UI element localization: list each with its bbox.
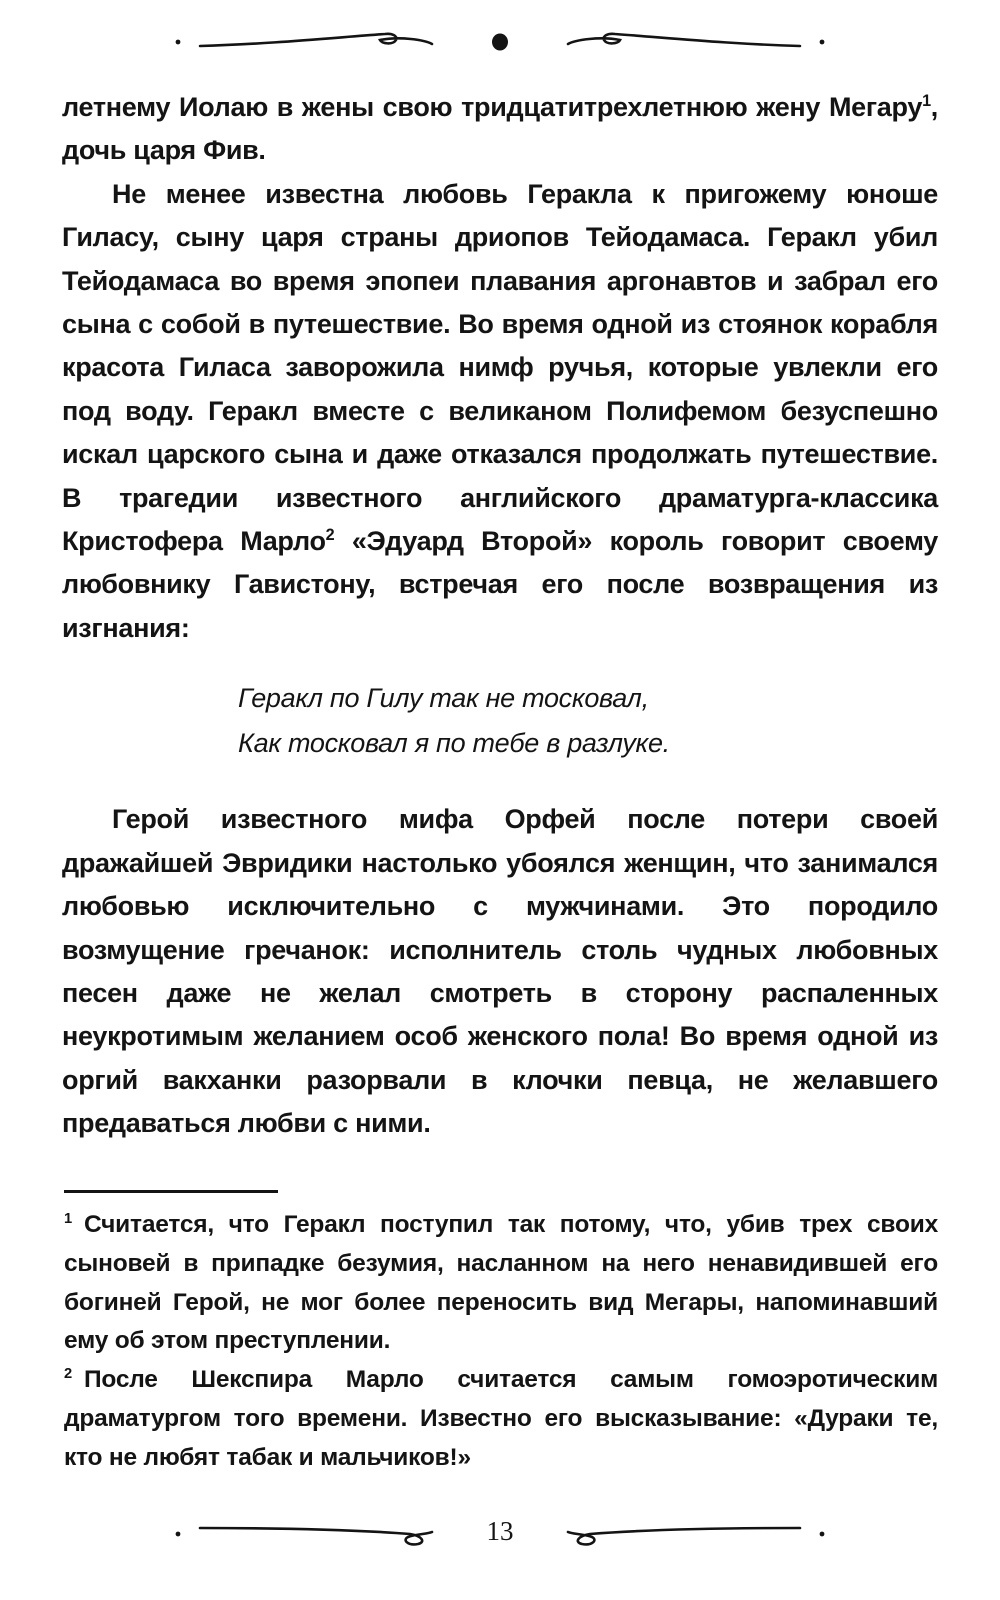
- main-text: [62, 86, 938, 1146]
- verse-line: Геракл по Гилу так не тосковал,: [238, 683, 649, 714]
- footnote-mark: 2: [64, 1366, 72, 1383]
- paragraph-2: Не менее известна любовь Геракла к пригожему юноше Гиласу, сыну царя страны дриопов Тейодамаса. Геракл убил Тейодамаса во время эпопеи плавания аргонавтов и забрал его сына с собой в путешествие. Во время одной из стоянок корабля красота Гиласа заворожила нимф ручья, которые увлекли его под воду. Геракл вместе с великаном Полифемом безуспешно искал царского сына и даже отказался продолжать путешествие. В трагедии известного английского драматурга-классика Кристофера Марло$^2$ «Эдуард Второй» король говорит своему любовнику Гавистону, встречая его после возвращения из изгнания:: [62, 178, 939, 643]
- top-flourish-divider-icon: [170, 22, 830, 62]
- footnote-ref-1[interactable]: 1: [922, 92, 931, 110]
- verse-quote: [238, 676, 938, 766]
- verse-line: Как тосковал я по тебе в разлуке.: [238, 728, 670, 759]
- paragraph-1: летнему Иолаю в жены свою тридцатитрехлетнюю жену Мегару$^1$, дочь царя Фив.: [62, 92, 938, 166]
- footnote-ref-2[interactable]: 2: [325, 526, 335, 545]
- footnote-1: $^1$ Считается, что Геракл поступил так потому, что, убив трех своих сыновей в припадке безумия, насланном на него ненавидившей его богиней Герой, не мог более переносить вид Мегары, напоминавший ему об этом преступлении.: [64, 1210, 938, 1355]
- page-number: 13: [486, 1516, 514, 1546]
- paragraph-3: Герой известного мифа Орфей после потери своей дражайшей Эвридики настолько убоялся женщин, что занимался любовью исключительно с мужчинами. Это породило возмущение гречанок: исполнитель столь чудных любовных песен даже не желал смотреть в сторону распаленных неукротимым желанием особ женского пола! Во время одной из оргий вакханки разорвали в клочки певца, не желавшего предаваться любви с ними.: [62, 804, 938, 1139]
- footnote-2: $^2$ После Шекспира Марло считается самым гомоэротическим драматургом того времени. Известно его высказывание: «Дураки те, кто не любят табак и мальчиков!»: [64, 1366, 938, 1471]
- footnotes: [64, 1206, 938, 1478]
- footnote-separator: [64, 1190, 278, 1193]
- footnote-mark: 1: [64, 1210, 72, 1227]
